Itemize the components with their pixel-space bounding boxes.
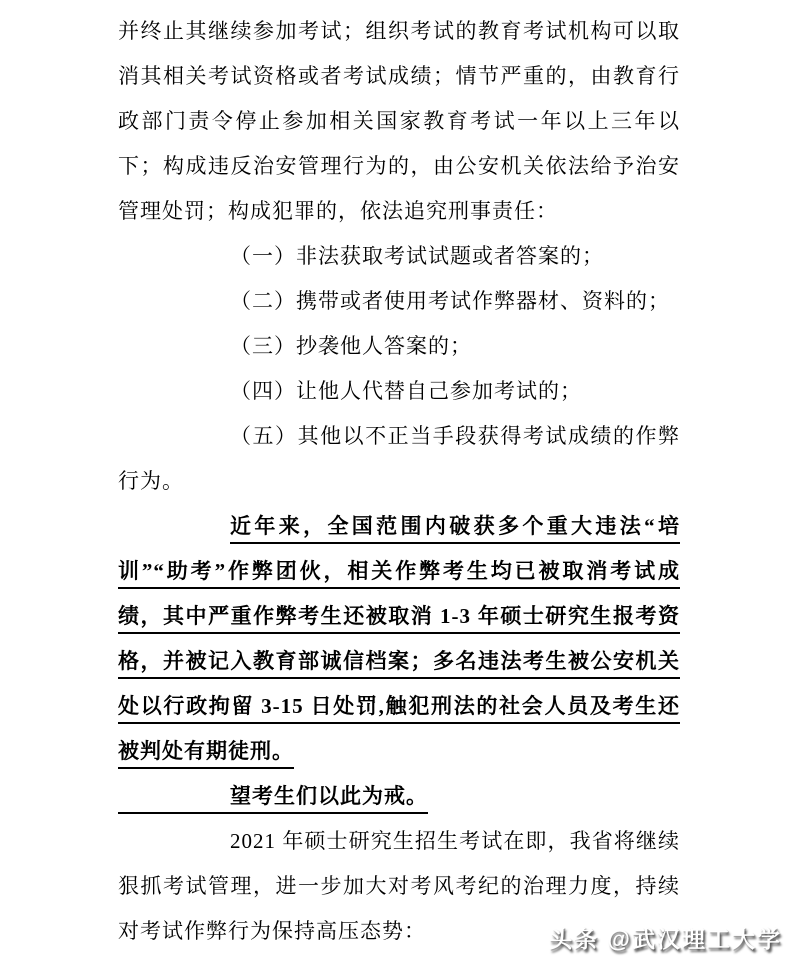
admonition-text: 望考生们以此为戒。 — [230, 784, 428, 808]
paragraph-admonition — [118, 774, 680, 819]
list-item-4: （四）让他人代替自己参加考试的； — [230, 379, 582, 403]
toutiao-watermark: 头条 @武汉理工大学 — [549, 926, 782, 952]
list-item-3: （三）抄袭他人答案的； — [230, 334, 472, 358]
paragraph-closing-2021: 2021 年硕士研究生招生考试在即，我省将继续狠抓考试管理，进一步加大对考风考纪的治理力度，持续对考试作弊行为保持高压态势： — [118, 829, 680, 943]
list-item-2: （二）携带或者使用考试作弊器材、资料的； — [230, 289, 670, 313]
list-item-5: （五）其他以不正当手段获得考试成绩的作弊行为。 — [118, 424, 680, 493]
paragraph-penalties-continuation: 并终止其继续参加考试；组织考试的教育考试机构可以取消其相关考试资格或者考试成绩；情节严重的，由教育行政部门责令停止参加相关国家教育考试一年以上三年以下；构成违反治安管理行为的，由公安机关依法给予治安管理处罚；构成犯罪的，依法追究刑事责任： — [118, 19, 680, 223]
list-item-1: （一）非法获取考试试题或者答案的； — [230, 244, 604, 268]
paragraph-warning-cases: 近年来，全国范围内破获多个重大违法“培训”“助考”作弊团伙，相关作弊考生均已被取消考试成绩，其中严重作弊考生还被取消 1-3 年硕士研究生报考资格，并被记入教育部诚信档案；多名违法考生被公安机关处以行政拘留 3-15 日处罚,触犯刑法的社会人员及考生还被判处有期徒刑。 — [118, 514, 680, 763]
underline-leader — [118, 794, 230, 814]
